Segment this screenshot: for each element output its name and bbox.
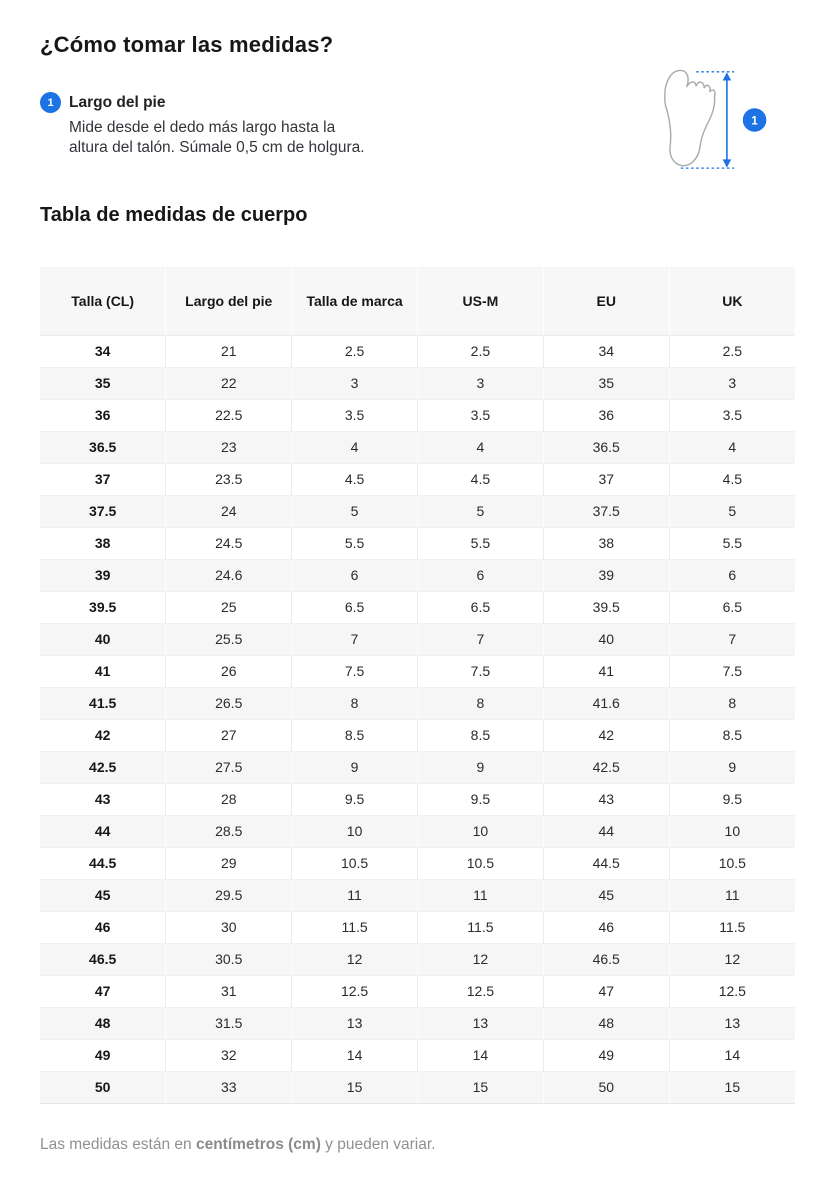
table-cell: 10 [669, 815, 795, 847]
table-cell: 46 [40, 911, 166, 943]
column-header-3: US-M [417, 267, 543, 335]
table-cell: 42.5 [40, 751, 166, 783]
table-cell: 39.5 [543, 591, 669, 623]
step-1-description [69, 118, 420, 158]
table-cell: 41.5 [40, 687, 166, 719]
table-cell: 3.5 [669, 399, 795, 431]
table-row [40, 623, 795, 655]
table-cell: 6 [417, 559, 543, 591]
table-cell: 13 [417, 1007, 543, 1039]
table-cell: 5.5 [417, 527, 543, 559]
table-cell: 7.5 [669, 655, 795, 687]
page-title: ¿Cómo tomar las medidas? [40, 32, 334, 57]
table-row [40, 815, 795, 847]
table-cell: 15 [417, 1071, 543, 1103]
table-cell: 39 [40, 559, 166, 591]
table-cell: 12.5 [417, 975, 543, 1007]
table-cell: 48 [543, 1007, 669, 1039]
table-cell: 35 [40, 367, 166, 399]
table-cell: 25.5 [166, 623, 292, 655]
table-cell: 50 [40, 1071, 166, 1103]
table-cell: 4.5 [292, 463, 418, 495]
table-cell: 47 [543, 975, 669, 1007]
table-cell: 12.5 [292, 975, 418, 1007]
table-cell: 32 [166, 1039, 292, 1071]
table-cell: 7.5 [292, 655, 418, 687]
table-row [40, 783, 795, 815]
table-cell: 11 [669, 879, 795, 911]
table-row [40, 527, 795, 559]
table-cell: 8.5 [417, 719, 543, 751]
table-cell: 27 [166, 719, 292, 751]
table-cell: 37 [543, 463, 669, 495]
table-cell: 9 [292, 751, 418, 783]
measure-marker-badge [743, 108, 767, 132]
table-cell: 3.5 [292, 399, 418, 431]
table-cell: 2.5 [417, 335, 543, 367]
footer-note-bold: centímetros (cm) [195, 1136, 321, 1153]
table-cell: 37 [40, 463, 166, 495]
step-1-description-line-2: altura del talón. Súmale 0,5 cm de holgura. [69, 139, 365, 156]
table-cell: 24 [166, 495, 292, 527]
table-cell: 8 [417, 687, 543, 719]
table-cell: 5 [669, 495, 795, 527]
table-cell: 24.6 [166, 559, 292, 591]
table-cell: 14 [292, 1039, 418, 1071]
table-cell: 46.5 [543, 943, 669, 975]
foot-outline-icon [648, 60, 773, 182]
table-row [40, 559, 795, 591]
table-cell: 10 [417, 815, 543, 847]
table-cell: 37.5 [40, 495, 166, 527]
table-row [40, 751, 795, 783]
table-cell: 6.5 [669, 591, 795, 623]
table-cell: 2.5 [669, 335, 795, 367]
table-cell: 12.5 [669, 975, 795, 1007]
table-row [40, 719, 795, 751]
svg-text:1: 1 [751, 114, 758, 128]
table-cell: 6 [292, 559, 418, 591]
table-cell: 22 [166, 367, 292, 399]
step-1 [40, 92, 420, 158]
table-cell: 8.5 [669, 719, 795, 751]
table-cell: 8 [292, 687, 418, 719]
table-cell: 38 [543, 527, 669, 559]
table-cell: 41.6 [543, 687, 669, 719]
table-cell: 39 [543, 559, 669, 591]
table-cell: 44 [543, 815, 669, 847]
table-cell: 9.5 [669, 783, 795, 815]
table-row [40, 431, 795, 463]
table-cell: 45 [40, 879, 166, 911]
table-cell: 40 [543, 623, 669, 655]
table-cell: 3 [292, 367, 418, 399]
table-cell: 11.5 [417, 911, 543, 943]
table-cell: 10 [292, 815, 418, 847]
table-cell: 3 [417, 367, 543, 399]
column-header-4: EU [543, 267, 669, 335]
table-cell: 4 [417, 431, 543, 463]
table-row [40, 495, 795, 527]
step-1-number-badge: 1 [40, 92, 61, 113]
table-cell: 3.5 [417, 399, 543, 431]
table-cell: 44.5 [40, 847, 166, 879]
table-cell: 5.5 [292, 527, 418, 559]
table-cell: 21 [166, 335, 292, 367]
column-header-1: Largo del pie [166, 267, 292, 335]
table-cell: 45 [543, 879, 669, 911]
table-cell: 26.5 [166, 687, 292, 719]
table-cell: 44.5 [543, 847, 669, 879]
table-cell: 36.5 [40, 431, 166, 463]
table-row [40, 911, 795, 943]
footer-note-suffix: y pueden variar. [320, 1136, 436, 1153]
table-cell: 4.5 [417, 463, 543, 495]
foot-measurement-diagram [648, 60, 773, 187]
table-cell: 4 [292, 431, 418, 463]
size-table-container [40, 267, 795, 1104]
table-cell: 10.5 [417, 847, 543, 879]
table-cell: 34 [543, 335, 669, 367]
step-1-label: Largo del pie [69, 93, 166, 111]
table-cell: 22.5 [166, 399, 292, 431]
table-cell: 44 [40, 815, 166, 847]
section-title: Tabla de medidas de cuerpo [40, 204, 308, 226]
table-cell: 29.5 [166, 879, 292, 911]
table-cell: 12 [417, 943, 543, 975]
table-cell: 9.5 [417, 783, 543, 815]
table-row [40, 1039, 795, 1071]
table-cell: 39.5 [40, 591, 166, 623]
table-cell: 7 [669, 623, 795, 655]
table-cell: 15 [292, 1071, 418, 1103]
table-cell: 36 [40, 399, 166, 431]
table-cell: 26 [166, 655, 292, 687]
table-cell: 3 [669, 367, 795, 399]
footer-note [40, 1136, 435, 1154]
table-cell: 5 [292, 495, 418, 527]
table-cell: 4.5 [669, 463, 795, 495]
table-cell: 49 [40, 1039, 166, 1071]
table-cell: 37.5 [543, 495, 669, 527]
step-1-description-line-1: Mide desde el dedo más largo hasta la [69, 119, 336, 136]
table-cell: 28.5 [166, 815, 292, 847]
table-cell: 42 [40, 719, 166, 751]
table-cell: 33 [166, 1071, 292, 1103]
table-cell: 15 [669, 1071, 795, 1103]
table-cell: 41 [40, 655, 166, 687]
table-cell: 9 [417, 751, 543, 783]
table-cell: 14 [669, 1039, 795, 1071]
table-cell: 23.5 [166, 463, 292, 495]
table-cell: 5 [417, 495, 543, 527]
column-header-2: Talla de marca [292, 267, 418, 335]
table-cell: 14 [417, 1039, 543, 1071]
table-cell: 4 [669, 431, 795, 463]
table-cell: 40 [40, 623, 166, 655]
table-row [40, 655, 795, 687]
table-cell: 13 [669, 1007, 795, 1039]
table-cell: 8.5 [292, 719, 418, 751]
table-cell: 25 [166, 591, 292, 623]
table-cell: 38 [40, 527, 166, 559]
table-row [40, 399, 795, 431]
table-cell: 42 [543, 719, 669, 751]
table-cell: 10.5 [292, 847, 418, 879]
table-cell: 7 [417, 623, 543, 655]
table-row [40, 879, 795, 911]
table-cell: 11.5 [669, 911, 795, 943]
table-row [40, 591, 795, 623]
table-cell: 43 [40, 783, 166, 815]
table-cell: 35 [543, 367, 669, 399]
table-cell: 2.5 [292, 335, 418, 367]
table-cell: 46.5 [40, 943, 166, 975]
table-cell: 9.5 [292, 783, 418, 815]
table-row [40, 943, 795, 975]
table-cell: 30.5 [166, 943, 292, 975]
foot-sole-outline [656, 69, 718, 169]
table-row [40, 335, 795, 367]
table-row [40, 1071, 795, 1103]
column-header-5: UK [669, 267, 795, 335]
table-cell: 5.5 [669, 527, 795, 559]
table-cell: 50 [543, 1071, 669, 1103]
table-cell: 6.5 [417, 591, 543, 623]
table-cell: 10.5 [669, 847, 795, 879]
table-cell: 49 [543, 1039, 669, 1071]
table-cell: 42.5 [543, 751, 669, 783]
table-cell: 41 [543, 655, 669, 687]
table-cell: 36.5 [543, 431, 669, 463]
table-cell: 6 [669, 559, 795, 591]
table-cell: 7 [292, 623, 418, 655]
table-cell: 23 [166, 431, 292, 463]
table-cell: 12 [292, 943, 418, 975]
column-header-0: Talla (CL) [40, 267, 166, 335]
table-row [40, 975, 795, 1007]
footer-note-prefix: Las medidas están en [40, 1136, 196, 1153]
table-cell: 46 [543, 911, 669, 943]
table-cell: 27.5 [166, 751, 292, 783]
table-cell: 12 [669, 943, 795, 975]
table-row [40, 1007, 795, 1039]
table-cell: 11.5 [292, 911, 418, 943]
table-row [40, 847, 795, 879]
table-cell: 30 [166, 911, 292, 943]
table-header-row [40, 267, 795, 335]
table-cell: 9 [669, 751, 795, 783]
table-row [40, 463, 795, 495]
table-row [40, 367, 795, 399]
table-cell: 24.5 [166, 527, 292, 559]
table-cell: 11 [417, 879, 543, 911]
table-cell: 36 [543, 399, 669, 431]
table-cell: 6.5 [292, 591, 418, 623]
table-cell: 48 [40, 1007, 166, 1039]
table-cell: 28 [166, 783, 292, 815]
table-cell: 34 [40, 335, 166, 367]
table-cell: 47 [40, 975, 166, 1007]
table-cell: 8 [669, 687, 795, 719]
table-cell: 7.5 [417, 655, 543, 687]
table-cell: 11 [292, 879, 418, 911]
table-row [40, 687, 795, 719]
size-table [40, 267, 795, 1104]
table-cell: 31 [166, 975, 292, 1007]
table-cell: 43 [543, 783, 669, 815]
table-cell: 13 [292, 1007, 418, 1039]
table-cell: 31.5 [166, 1007, 292, 1039]
table-cell: 29 [166, 847, 292, 879]
